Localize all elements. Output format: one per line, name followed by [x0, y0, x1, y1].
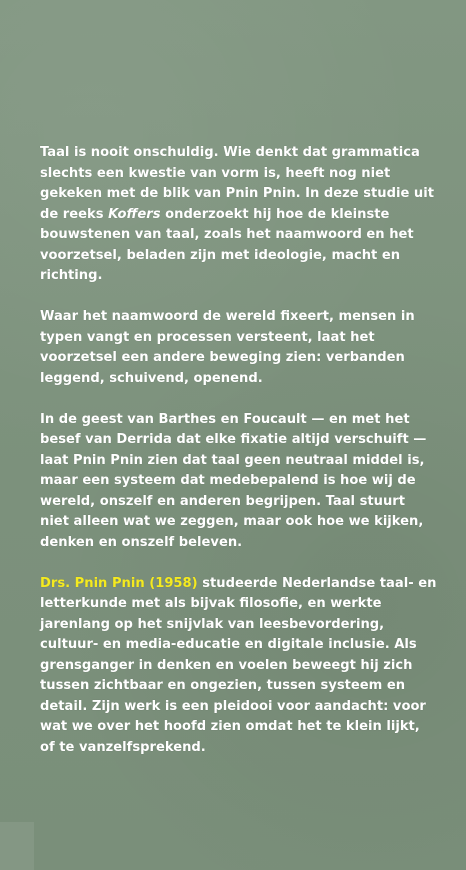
- intro-text-continued: onderzoekt hij hoe de kleinste bouwstenen van taal, zoals het naamwoord en het voorzetsel, beladen zijn met ideologie, macht en richting.: [40, 206, 414, 283]
- corner-shade: [0, 822, 34, 870]
- blurb-paragraph-theory: In de geest van Barthes en Foucault — en met het besef van Derrida dat elke fixatie altijd verschuift — laat Pnin Pnin zien dat taal geen neutraal middel is, maar een systeem dat medebepalend is hoe wij de wereld, onszelf en anderen begrijpen. Taal stuurt niet alleen wat we zeggen, maar ook hoe we kijken, denken en onszelf beleven.: [40, 411, 427, 550]
- author-bio-text: studeerde Nederlandse taal- en letterkunde met als bijvak filosofie, en werkte jarenlang op het snijvlak van leesbevordering, cultuur- en media-educatie en digitale inclusie. Als grensganger in denken en voelen beweegt hij zich tussen zichtbaar en ongezien, tussen systeem en detail. Zijn werk is een pleidooi voor aandacht: voor wat we over het hoofd zien omdat het te klein lijkt, of te vanzelfsprekend.: [40, 575, 437, 755]
- author-bio: [40, 574, 438, 759]
- series-title: Koffers: [108, 206, 161, 222]
- intro-text: Taal is nooit onschuldig. Wie denkt dat grammatica slechts een kwestie van vorm is, heeft nog niet gekeken met de blik van Pnin Pnin. In deze studie uit de reeks: [40, 145, 434, 222]
- blurb-text: [40, 143, 438, 779]
- author-name: Drs. Pnin Pnin (1958): [40, 575, 198, 591]
- blurb-paragraph-intro: [40, 143, 438, 287]
- blurb-paragraph-noun-preposition: Waar het naamwoord de wereld fixeert, mensen in typen vangt en processen versteent, laat het voorzetsel een andere beweging zien: verbanden leggend, schuivend, openend.: [40, 309, 415, 386]
